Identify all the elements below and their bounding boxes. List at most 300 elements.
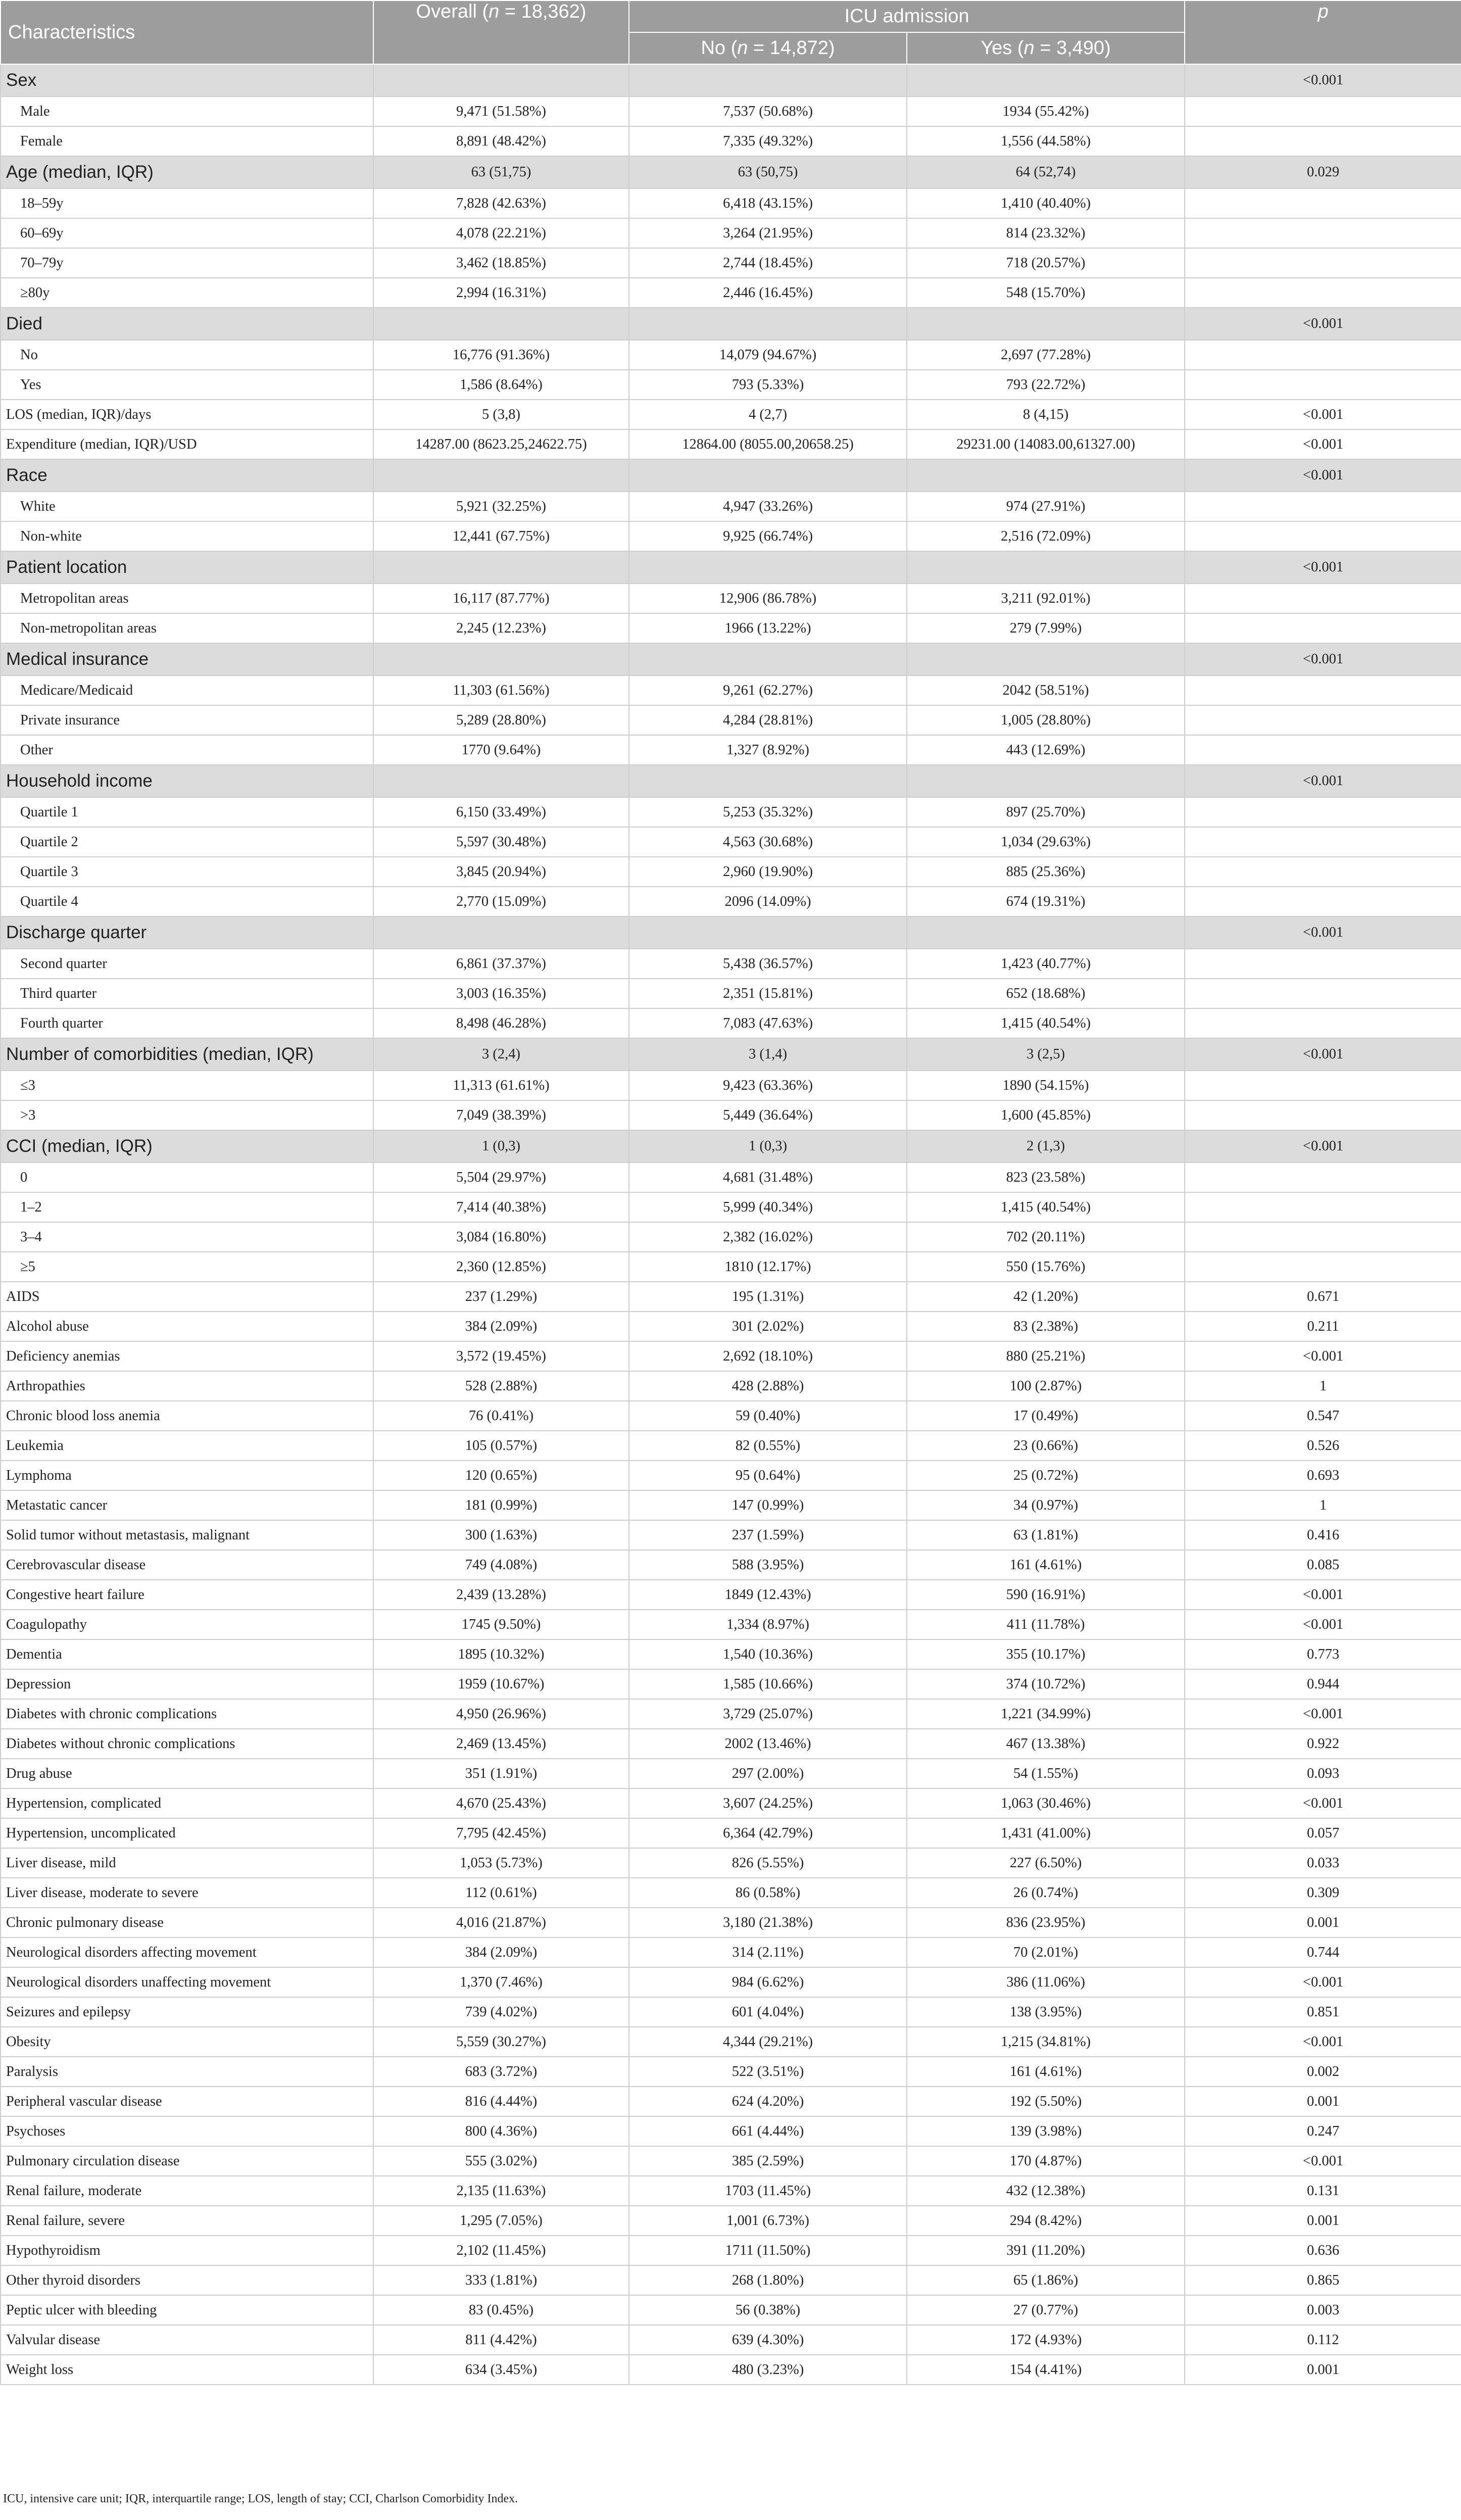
cell-icu-yes: 100 (2.87%) bbox=[907, 1371, 1185, 1401]
cell-characteristic: Hypertension, uncomplicated bbox=[1, 1818, 373, 1848]
table-row bbox=[1, 521, 1461, 551]
cell-icu-no: 147 (0.99%) bbox=[629, 1490, 907, 1520]
cell-overall: 683 (3.72%) bbox=[373, 2057, 629, 2087]
table-body bbox=[1, 64, 1461, 2385]
cell-icu-no bbox=[629, 551, 907, 584]
header-characteristics: Characteristics bbox=[1, 1, 373, 64]
cell-icu-no: 4,563 (30.68%) bbox=[629, 827, 907, 857]
cell-p-value: <0.001 bbox=[1185, 2146, 1461, 2176]
section-row bbox=[1, 765, 1461, 797]
table-row bbox=[1, 797, 1461, 827]
cell-p-value bbox=[1185, 979, 1461, 1008]
cell-icu-no: 1966 (13.22%) bbox=[629, 613, 907, 643]
cell-icu-yes: 1,556 (44.58%) bbox=[907, 126, 1185, 156]
cell-p-value bbox=[1185, 248, 1461, 278]
cell-icu-yes bbox=[907, 765, 1185, 797]
cell-overall: 7,795 (42.45%) bbox=[373, 1818, 629, 1848]
cell-overall: 7,049 (38.39%) bbox=[373, 1100, 629, 1130]
cell-icu-no: 63 (50,75) bbox=[629, 156, 907, 188]
cell-p-value bbox=[1185, 1071, 1461, 1100]
cell-icu-no: 4,284 (28.81%) bbox=[629, 705, 907, 735]
cell-overall: 816 (4.44%) bbox=[373, 2087, 629, 2116]
cell-icu-yes: 974 (27.91%) bbox=[907, 492, 1185, 521]
cell-icu-no: 601 (4.04%) bbox=[629, 1997, 907, 2027]
cell-overall: 120 (0.65%) bbox=[373, 1461, 629, 1490]
cell-p-value: 0.029 bbox=[1185, 156, 1461, 188]
cell-icu-yes: 27 (0.77%) bbox=[907, 2295, 1185, 2325]
table-row bbox=[1, 1431, 1461, 1461]
cell-icu-yes: 172 (4.93%) bbox=[907, 2325, 1185, 2355]
cell-icu-yes: 29231.00 (14083.00,61327.00) bbox=[907, 429, 1185, 459]
cell-overall: 7,414 (40.38%) bbox=[373, 1192, 629, 1222]
cell-overall: 1770 (9.64%) bbox=[373, 735, 629, 765]
table-row bbox=[1, 248, 1461, 278]
cell-icu-no: 6,364 (42.79%) bbox=[629, 1818, 907, 1848]
cell-overall: 1895 (10.32%) bbox=[373, 1639, 629, 1669]
cell-characteristic: Hypothyroidism bbox=[1, 2236, 373, 2265]
table-row bbox=[1, 979, 1461, 1008]
cell-icu-yes: 294 (8.42%) bbox=[907, 2206, 1185, 2236]
cell-p-value: 0.093 bbox=[1185, 1759, 1461, 1788]
cell-icu-yes: 192 (5.50%) bbox=[907, 2087, 1185, 2116]
cell-p-value: 0.416 bbox=[1185, 1520, 1461, 1550]
cell-icu-no: 297 (2.00%) bbox=[629, 1759, 907, 1788]
cell-overall bbox=[373, 64, 629, 96]
cell-icu-no: 314 (2.11%) bbox=[629, 1937, 907, 1967]
cell-icu-yes: 65 (1.86%) bbox=[907, 2265, 1185, 2295]
cell-characteristic: Renal failure, moderate bbox=[1, 2176, 373, 2206]
cell-characteristic: Arthropathies bbox=[1, 1371, 373, 1401]
cell-overall: 6,150 (33.49%) bbox=[373, 797, 629, 827]
cell-icu-yes: 1,600 (45.85%) bbox=[907, 1100, 1185, 1130]
cell-characteristic: Second quarter bbox=[1, 949, 373, 979]
cell-icu-yes: 279 (7.99%) bbox=[907, 613, 1185, 643]
cell-p-value bbox=[1185, 887, 1461, 916]
header-icu-no: No (n = 14,872) bbox=[629, 32, 907, 64]
cell-icu-no: 2,692 (18.10%) bbox=[629, 1341, 907, 1371]
cell-characteristic: Yes bbox=[1, 370, 373, 400]
cell-characteristic: Cerebrovascular disease bbox=[1, 1550, 373, 1580]
cell-icu-yes: 64 (52,74) bbox=[907, 156, 1185, 188]
table-row bbox=[1, 2087, 1461, 2116]
table-row bbox=[1, 1490, 1461, 1520]
cell-p-value: <0.001 bbox=[1185, 1038, 1461, 1071]
cell-overall: 384 (2.09%) bbox=[373, 1937, 629, 1967]
cell-overall bbox=[373, 308, 629, 340]
cell-overall: 105 (0.57%) bbox=[373, 1431, 629, 1461]
cell-icu-yes: 138 (3.95%) bbox=[907, 1997, 1185, 2027]
cell-icu-no bbox=[629, 64, 907, 96]
cell-characteristic: Metastatic cancer bbox=[1, 1490, 373, 1520]
table-row bbox=[1, 126, 1461, 156]
cell-characteristic: Dementia bbox=[1, 1639, 373, 1669]
cell-p-value: 0.001 bbox=[1185, 2206, 1461, 2236]
cell-icu-yes: 590 (16.91%) bbox=[907, 1580, 1185, 1610]
cell-characteristic: Fourth quarter bbox=[1, 1008, 373, 1038]
cell-icu-no: 301 (2.02%) bbox=[629, 1312, 907, 1341]
cell-characteristic: 1–2 bbox=[1, 1192, 373, 1222]
cell-icu-no: 9,423 (63.36%) bbox=[629, 1071, 907, 1100]
cell-characteristic: 60–69y bbox=[1, 218, 373, 248]
cell-characteristic: Other thyroid disorders bbox=[1, 2265, 373, 2295]
cell-icu-yes: 8 (4,15) bbox=[907, 400, 1185, 429]
cell-icu-no bbox=[629, 765, 907, 797]
cell-icu-yes: 34 (0.97%) bbox=[907, 1490, 1185, 1520]
cell-overall: 16,776 (91.36%) bbox=[373, 340, 629, 370]
cell-characteristic: Liver disease, moderate to severe bbox=[1, 1878, 373, 1908]
cell-characteristic: Non-white bbox=[1, 521, 373, 551]
cell-characteristic: ≤3 bbox=[1, 1071, 373, 1100]
table-row bbox=[1, 1371, 1461, 1401]
cell-p-value bbox=[1185, 492, 1461, 521]
cell-overall: 112 (0.61%) bbox=[373, 1878, 629, 1908]
cell-p-value bbox=[1185, 675, 1461, 705]
table-row bbox=[1, 370, 1461, 400]
table-row bbox=[1, 1997, 1461, 2027]
cell-p-value bbox=[1185, 188, 1461, 218]
cell-icu-no bbox=[629, 916, 907, 949]
cell-icu-no: 522 (3.51%) bbox=[629, 2057, 907, 2087]
table-row bbox=[1, 1071, 1461, 1100]
cell-characteristic: Chronic pulmonary disease bbox=[1, 1908, 373, 1937]
cell-icu-no: 9,925 (66.74%) bbox=[629, 521, 907, 551]
table-row bbox=[1, 340, 1461, 370]
cell-characteristic: Neurological disorders unaffecting movement bbox=[1, 1967, 373, 1997]
table-row bbox=[1, 735, 1461, 765]
cell-icu-no: 1810 (12.17%) bbox=[629, 1252, 907, 1282]
table-row bbox=[1, 2295, 1461, 2325]
cell-p-value bbox=[1185, 1100, 1461, 1130]
table-row bbox=[1, 1312, 1461, 1341]
cell-icu-yes: 23 (0.66%) bbox=[907, 1431, 1185, 1461]
table-row bbox=[1, 218, 1461, 248]
cell-overall: 5,921 (32.25%) bbox=[373, 492, 629, 521]
cell-icu-yes: 443 (12.69%) bbox=[907, 735, 1185, 765]
cell-characteristic: Diabetes with chronic complications bbox=[1, 1699, 373, 1729]
cell-icu-yes: 83 (2.38%) bbox=[907, 1312, 1185, 1341]
cell-characteristic: Quartile 4 bbox=[1, 887, 373, 916]
cell-icu-no: 3,729 (25.07%) bbox=[629, 1699, 907, 1729]
table-row bbox=[1, 1461, 1461, 1490]
cell-overall: 6,861 (37.37%) bbox=[373, 949, 629, 979]
cell-icu-yes: 17 (0.49%) bbox=[907, 1401, 1185, 1431]
cell-icu-yes: 161 (4.61%) bbox=[907, 1550, 1185, 1580]
cell-icu-yes: 897 (25.70%) bbox=[907, 797, 1185, 827]
cell-overall: 384 (2.09%) bbox=[373, 1312, 629, 1341]
cell-icu-yes bbox=[907, 643, 1185, 675]
cell-characteristic: Leukemia bbox=[1, 1431, 373, 1461]
cell-icu-no: 1,540 (10.36%) bbox=[629, 1639, 907, 1669]
cell-overall: 800 (4.36%) bbox=[373, 2116, 629, 2146]
cell-icu-yes: 1890 (54.15%) bbox=[907, 1071, 1185, 1100]
cell-characteristic: ≥5 bbox=[1, 1252, 373, 1282]
cell-icu-yes: 54 (1.55%) bbox=[907, 1759, 1185, 1788]
cell-icu-yes: 823 (23.58%) bbox=[907, 1162, 1185, 1192]
cell-characteristic: Expenditure (median, IQR)/USD bbox=[1, 429, 373, 459]
cell-icu-no: 7,335 (49.32%) bbox=[629, 126, 907, 156]
cell-icu-yes: 1,423 (40.77%) bbox=[907, 949, 1185, 979]
cell-p-value: 0.085 bbox=[1185, 1550, 1461, 1580]
cell-icu-no: 661 (4.44%) bbox=[629, 2116, 907, 2146]
table-row bbox=[1, 827, 1461, 857]
cell-icu-no: 3 (1,4) bbox=[629, 1038, 907, 1071]
section-row bbox=[1, 1038, 1461, 1071]
cell-p-value bbox=[1185, 1162, 1461, 1192]
table-row bbox=[1, 1252, 1461, 1282]
cell-icu-no: 195 (1.31%) bbox=[629, 1282, 907, 1312]
cell-overall: 2,469 (13.45%) bbox=[373, 1729, 629, 1759]
table-row bbox=[1, 2146, 1461, 2176]
table-row bbox=[1, 1759, 1461, 1788]
cell-icu-yes: 550 (15.76%) bbox=[907, 1252, 1185, 1282]
cell-icu-yes: 3 (2,5) bbox=[907, 1038, 1185, 1071]
cell-icu-yes: 1,215 (34.81%) bbox=[907, 2027, 1185, 2057]
cell-characteristic: LOS (median, IQR)/days bbox=[1, 400, 373, 429]
cell-overall: 237 (1.29%) bbox=[373, 1282, 629, 1312]
table-row bbox=[1, 2355, 1461, 2385]
cell-icu-yes: 885 (25.36%) bbox=[907, 857, 1185, 887]
cell-p-value bbox=[1185, 827, 1461, 857]
cell-icu-no: 1,585 (10.66%) bbox=[629, 1669, 907, 1699]
table-row bbox=[1, 705, 1461, 735]
cell-characteristic: Coagulopathy bbox=[1, 1610, 373, 1639]
cell-p-value: 0.922 bbox=[1185, 1729, 1461, 1759]
cell-characteristic: Quartile 2 bbox=[1, 827, 373, 857]
cell-p-value: <0.001 bbox=[1185, 2027, 1461, 2057]
cell-overall bbox=[373, 551, 629, 584]
cell-p-value bbox=[1185, 1008, 1461, 1038]
cell-icu-no: 624 (4.20%) bbox=[629, 2087, 907, 2116]
cell-characteristic: Non-metropolitan areas bbox=[1, 613, 373, 643]
cell-overall: 739 (4.02%) bbox=[373, 1997, 629, 2027]
cell-icu-no: 56 (0.38%) bbox=[629, 2295, 907, 2325]
table-row bbox=[1, 1401, 1461, 1431]
table-row bbox=[1, 429, 1461, 459]
cell-p-value bbox=[1185, 857, 1461, 887]
cell-icu-no: 268 (1.80%) bbox=[629, 2265, 907, 2295]
cell-characteristic: Peptic ulcer with bleeding bbox=[1, 2295, 373, 2325]
cell-icu-no bbox=[629, 643, 907, 675]
cell-characteristic: Psychoses bbox=[1, 2116, 373, 2146]
table-row bbox=[1, 2057, 1461, 2087]
cell-icu-no: 1711 (11.50%) bbox=[629, 2236, 907, 2265]
cell-characteristic: Drug abuse bbox=[1, 1759, 373, 1788]
cell-icu-no: 5,449 (36.64%) bbox=[629, 1100, 907, 1130]
cell-icu-no: 385 (2.59%) bbox=[629, 2146, 907, 2176]
section-row bbox=[1, 156, 1461, 188]
cell-icu-yes: 1934 (55.42%) bbox=[907, 96, 1185, 126]
table-row bbox=[1, 1937, 1461, 1967]
cell-characteristic: Other bbox=[1, 735, 373, 765]
cell-p-value: 0.944 bbox=[1185, 1669, 1461, 1699]
cell-p-value: <0.001 bbox=[1185, 459, 1461, 492]
cell-icu-yes: 2042 (58.51%) bbox=[907, 675, 1185, 705]
cell-p-value: 0.001 bbox=[1185, 2087, 1461, 2116]
cell-icu-no: 1703 (11.45%) bbox=[629, 2176, 907, 2206]
cell-p-value: 0.131 bbox=[1185, 2176, 1461, 2206]
cell-icu-no: 2,960 (19.90%) bbox=[629, 857, 907, 887]
cell-icu-yes bbox=[907, 551, 1185, 584]
cell-overall: 1,370 (7.46%) bbox=[373, 1967, 629, 1997]
cell-overall: 9,471 (51.58%) bbox=[373, 96, 629, 126]
table-row bbox=[1, 613, 1461, 643]
cell-icu-yes: 880 (25.21%) bbox=[907, 1341, 1185, 1371]
cell-icu-no: 86 (0.58%) bbox=[629, 1878, 907, 1908]
cell-overall: 1959 (10.67%) bbox=[373, 1669, 629, 1699]
table-row bbox=[1, 1729, 1461, 1759]
cell-overall: 7,828 (42.63%) bbox=[373, 188, 629, 218]
table-footnote: ICU, intensive care unit; IQR, interquartile range; LOS, length of stay; CCI, Charlson Comorbidity Index. bbox=[3, 2492, 518, 2505]
cell-p-value: 0.001 bbox=[1185, 2355, 1461, 2385]
cell-icu-yes: 1,410 (40.40%) bbox=[907, 188, 1185, 218]
cell-p-value bbox=[1185, 705, 1461, 735]
cell-p-value bbox=[1185, 218, 1461, 248]
cell-overall: 2,994 (16.31%) bbox=[373, 278, 629, 308]
cell-characteristic: Chronic blood loss anemia bbox=[1, 1401, 373, 1431]
cell-icu-no: 82 (0.55%) bbox=[629, 1431, 907, 1461]
cell-icu-no: 2002 (13.46%) bbox=[629, 1729, 907, 1759]
cell-icu-yes: 227 (6.50%) bbox=[907, 1848, 1185, 1878]
cell-icu-no bbox=[629, 459, 907, 492]
cell-p-value: 0.001 bbox=[1185, 1908, 1461, 1937]
cell-icu-yes: 702 (20.11%) bbox=[907, 1222, 1185, 1252]
cell-p-value: 1 bbox=[1185, 1371, 1461, 1401]
cell-icu-yes: 814 (23.32%) bbox=[907, 218, 1185, 248]
cell-p-value: 1 bbox=[1185, 1490, 1461, 1520]
table-row bbox=[1, 1162, 1461, 1192]
cell-p-value bbox=[1185, 340, 1461, 370]
cell-characteristic: Seizures and epilepsy bbox=[1, 1997, 373, 2027]
cell-overall: 4,078 (22.21%) bbox=[373, 218, 629, 248]
table-row bbox=[1, 1967, 1461, 1997]
cell-icu-no: 6,418 (43.15%) bbox=[629, 188, 907, 218]
cell-icu-no: 1 (0,3) bbox=[629, 1130, 907, 1162]
cell-icu-yes bbox=[907, 459, 1185, 492]
cell-overall: 14287.00 (8623.25,24622.75) bbox=[373, 429, 629, 459]
cell-characteristic: Alcohol abuse bbox=[1, 1312, 373, 1341]
cell-p-value: 0.057 bbox=[1185, 1818, 1461, 1848]
cell-icu-yes: 374 (10.72%) bbox=[907, 1669, 1185, 1699]
cell-p-value bbox=[1185, 278, 1461, 308]
cell-overall: 3 (2,4) bbox=[373, 1038, 629, 1071]
cell-overall: 1,053 (5.73%) bbox=[373, 1848, 629, 1878]
cell-overall: 5 (3,8) bbox=[373, 400, 629, 429]
table-row bbox=[1, 1550, 1461, 1580]
cell-icu-yes: 652 (18.68%) bbox=[907, 979, 1185, 1008]
cell-overall: 4,670 (25.43%) bbox=[373, 1788, 629, 1818]
cell-p-value: <0.001 bbox=[1185, 916, 1461, 949]
table-row bbox=[1, 1669, 1461, 1699]
cell-overall: 2,439 (13.28%) bbox=[373, 1580, 629, 1610]
table-row bbox=[1, 1699, 1461, 1729]
cell-p-value: 0.693 bbox=[1185, 1461, 1461, 1490]
header-p-value: p bbox=[1185, 1, 1461, 64]
table-row bbox=[1, 2027, 1461, 2057]
cell-overall: 555 (3.02%) bbox=[373, 2146, 629, 2176]
header-icu-yes: Yes (n = 3,490) bbox=[907, 32, 1185, 64]
cell-p-value: <0.001 bbox=[1185, 765, 1461, 797]
cell-p-value: 0.112 bbox=[1185, 2325, 1461, 2355]
cell-characteristic: 3–4 bbox=[1, 1222, 373, 1252]
cell-characteristic: ≥80y bbox=[1, 278, 373, 308]
cell-icu-yes: 1,415 (40.54%) bbox=[907, 1008, 1185, 1038]
cell-icu-no: 2,744 (18.45%) bbox=[629, 248, 907, 278]
cell-icu-yes: 355 (10.17%) bbox=[907, 1639, 1185, 1669]
cell-p-value: <0.001 bbox=[1185, 64, 1461, 96]
cell-icu-no bbox=[629, 308, 907, 340]
cell-characteristic: Congestive heart failure bbox=[1, 1580, 373, 1610]
table-row bbox=[1, 675, 1461, 705]
section-row bbox=[1, 308, 1461, 340]
cell-characteristic: Hypertension, complicated bbox=[1, 1788, 373, 1818]
cell-icu-no: 7,537 (50.68%) bbox=[629, 96, 907, 126]
cell-p-value: <0.001 bbox=[1185, 400, 1461, 429]
table-row bbox=[1, 2116, 1461, 2146]
table-row bbox=[1, 1282, 1461, 1312]
cell-p-value: <0.001 bbox=[1185, 1699, 1461, 1729]
cell-overall: 2,135 (11.63%) bbox=[373, 2176, 629, 2206]
cell-icu-no: 3,180 (21.38%) bbox=[629, 1908, 907, 1937]
cell-overall: 749 (4.08%) bbox=[373, 1550, 629, 1580]
cell-characteristic: Weight loss bbox=[1, 2355, 373, 2385]
cell-icu-yes: 25 (0.72%) bbox=[907, 1461, 1185, 1490]
cell-overall: 3,572 (19.45%) bbox=[373, 1341, 629, 1371]
cell-overall: 3,462 (18.85%) bbox=[373, 248, 629, 278]
cell-icu-no: 428 (2.88%) bbox=[629, 1371, 907, 1401]
cell-overall: 8,498 (46.28%) bbox=[373, 1008, 629, 1038]
cell-icu-yes: 718 (20.57%) bbox=[907, 248, 1185, 278]
cell-icu-yes: 548 (15.70%) bbox=[907, 278, 1185, 308]
cell-icu-yes: 1,431 (41.00%) bbox=[907, 1818, 1185, 1848]
cell-p-value: 0.773 bbox=[1185, 1639, 1461, 1669]
cell-icu-yes: 42 (1.20%) bbox=[907, 1282, 1185, 1312]
cell-icu-yes: 26 (0.74%) bbox=[907, 1878, 1185, 1908]
cell-p-value: 0.636 bbox=[1185, 2236, 1461, 2265]
cell-characteristic: Female bbox=[1, 126, 373, 156]
cell-p-value: 0.865 bbox=[1185, 2265, 1461, 2295]
cell-overall: 8,891 (48.42%) bbox=[373, 126, 629, 156]
cell-icu-no: 12,906 (86.78%) bbox=[629, 584, 907, 613]
header-overall: Overall (n = 18,362) bbox=[373, 1, 629, 64]
cell-characteristic: Discharge quarter bbox=[1, 916, 373, 949]
table-row bbox=[1, 1610, 1461, 1639]
table-row bbox=[1, 949, 1461, 979]
table-row bbox=[1, 1639, 1461, 1669]
cell-p-value bbox=[1185, 96, 1461, 126]
cell-icu-no: 7,083 (47.63%) bbox=[629, 1008, 907, 1038]
table-row bbox=[1, 1908, 1461, 1937]
table-row bbox=[1, 400, 1461, 429]
cell-icu-no: 2,382 (16.02%) bbox=[629, 1222, 907, 1252]
cell-icu-yes: 836 (23.95%) bbox=[907, 1908, 1185, 1937]
cell-characteristic: CCI (median, IQR) bbox=[1, 1130, 373, 1162]
cell-icu-no: 4 (2,7) bbox=[629, 400, 907, 429]
cell-characteristic: Household income bbox=[1, 765, 373, 797]
cell-icu-yes: 1,063 (30.46%) bbox=[907, 1788, 1185, 1818]
cell-icu-no: 14,079 (94.67%) bbox=[629, 340, 907, 370]
table-header bbox=[1, 1, 1461, 64]
cell-characteristic: Quartile 3 bbox=[1, 857, 373, 887]
cell-icu-yes: 2,516 (72.09%) bbox=[907, 521, 1185, 551]
cell-p-value bbox=[1185, 1222, 1461, 1252]
table-row bbox=[1, 2265, 1461, 2295]
cell-characteristic: Diabetes without chronic complications bbox=[1, 1729, 373, 1759]
cell-p-value: <0.001 bbox=[1185, 429, 1461, 459]
table-row bbox=[1, 492, 1461, 521]
cell-icu-yes: 386 (11.06%) bbox=[907, 1967, 1185, 1997]
cell-p-value bbox=[1185, 797, 1461, 827]
cell-characteristic: Paralysis bbox=[1, 2057, 373, 2087]
